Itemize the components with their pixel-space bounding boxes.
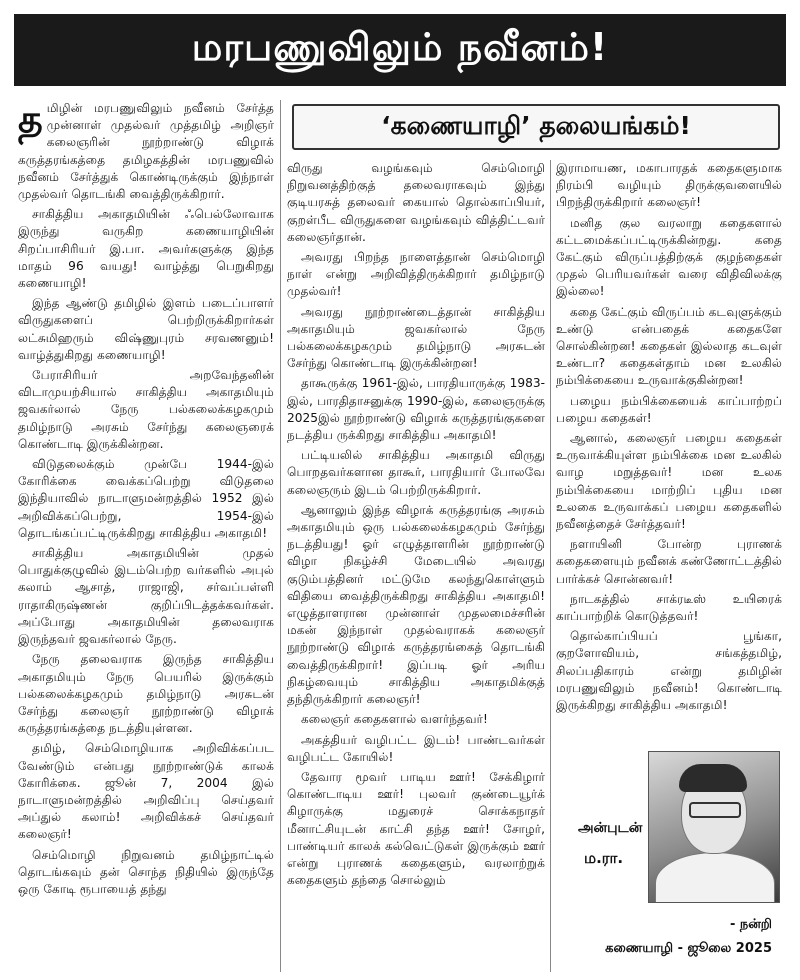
paragraph: இராமாயண, மகாபாரதக் கதைகளுமாக நிரம்பி வழியும் திருக்குவளையில் பிறந்திருக்கிறார் கலைஞர்! bbox=[556, 161, 782, 210]
portrait-shirt bbox=[655, 852, 775, 903]
drop-cap: த bbox=[18, 100, 43, 141]
portrait-glasses bbox=[689, 802, 741, 818]
section-headline bbox=[292, 104, 780, 150]
author-name: ம.ரா. bbox=[584, 849, 624, 867]
paragraph: செம்மொழி நிறுவனம் தமிழ்நாட்டில் தொடங்கவும் தன் சொந்த நிதியில் இருந்தே ஒரு கோடி ரூபாயைத் தந்து bbox=[18, 847, 274, 896]
paragraph: மனித குல வரலாறு கதைகளால் கட்டமைக்கப்பட்டிருக்கின்றது. கதை கேட்கும் விருப்பத்திற்குக் குழந்தைகள் முதல் பெரியவர்கள் வரை விதிவிலக்கு இல்லை! bbox=[556, 215, 782, 299]
paragraph: தொல்காப்பியப் பூங்கா, குறளோவியம், சங்கத்தமிழ், சிலப்பதிகாரம் என்று தமிழின் மரபணுவிலும் நவீனம்! கொண்டாடி இருக்கிறது சாகித்திய அகாதமி! bbox=[556, 629, 782, 713]
section-headline-text: ‘கணையாழி’ தலையங்கம்! bbox=[381, 110, 691, 140]
paragraph: அகத்தியர் வழிபட்ட இடம்! பாண்டவர்கள் வழிபட்ட கோயில்! bbox=[287, 732, 545, 764]
page-title-banner bbox=[14, 14, 786, 86]
paragraph: விடுதலைக்கும் முன்பே 1944-இல் கோரிக்கை வைக்கப்பெற்று விடுதலை இந்தியாவில் நாடாளுமன்றத்தில் 1952 இல் அறிவிக்கப்பெற்று, 1954-இல் தொடங்கப்பட்டிருக்கிறது சாகித்திய அகாதமி! bbox=[18, 457, 274, 540]
article-column-3 bbox=[556, 160, 782, 740]
thanks-label: - நன்றி bbox=[729, 917, 772, 932]
paragraph: சாகித்திய அகாதமியின் முதல் பொதுக்குழுவில் இடம்பெற்ற வர்களில் அபுல் கலாம் ஆசாத், ராஜாஜி, சர்வப்பள்ளி ராதாகிருஷ்ணன் குறிப்பிடத்தக்கவர்கள். அப்போது அகாதமியின் தலைவராக இருந்தவர் ஜவகர்லால் நேரு. bbox=[18, 546, 274, 647]
paragraph: விருது வழங்கவும் செம்மொழி நிறுவனத்திற்குத் தலைவராகவும் இந்து குடியரசுத் தலைவர் கையால் தொல்காப்பியர், குறள்பீட விருதுகளை வழங்கவும் வித்திட்டவர் கலைஞர்தான். bbox=[287, 161, 545, 244]
signature-block bbox=[556, 745, 782, 975]
signature-greeting: அன்புடன் bbox=[578, 820, 643, 836]
paragraph: பேராசிரியர் அறவேந்தனின் விடாமுயற்சியால் சாகித்திய அகாதமியும் ஜவகர்லால் நேரு பல்கலைக்கழகமும் தமிழ்நாடு அரசும் சேர்ந்து கலைஞரைக் கொண்டாடி இருக்கின்றன. bbox=[18, 368, 274, 451]
paragraph-text: மிழின் மரபணுவிலும் நவீனம் சேர்த்த முன்னாள் முதல்வர் முத்தமிழ் அறிஞர் கலைஞரின் நூற்றாண்டு விழாக் கருத்தரங்கத்தை தமிழகத்தின் மரபணுவில் நவீனம் சேர்த்துக் கொண்டிருக்கும் இந்நாள் முதல்வர் தொடங்கி வைத்திருக்கிறார். bbox=[18, 101, 274, 202]
paragraph: பழைய நம்பிக்கையைக் காப்பாற்றப் பழைய கதைகள்! bbox=[556, 393, 782, 425]
paragraph: ஆனாலும் இந்த விழாக் கருத்தரங்கு அரசும் அகாதமியும் ஒரு பல்கலைக்கழகமும் சேர்ந்து நடத்தியது! ஓர் எழுத்தாளரின் நூற்றாண்டு விழா நிகழ்ச்சி மேடையில் அவரது குடும்பத்தினர் மட்டுமே கலந்துகொள்ளும் விதியை வைத்திருக்கிறது சாகித்திய அகாதமி! எழுத்தாளரான முன்னாள் முதலமைச்சரின் மகன் இந்நாள் முதல்வராகக் கலைஞர் நூற்றாண்டு விழாக் கருத்தரங்கைத் தொடங்கி வைத்திருக்கிறார்! இப்படி ஓர் அரிய நிகழ்வையும் சாகித்திய அகாதமிக்குத் தந்திருக்கிறார் கலைஞர்! bbox=[287, 502, 545, 707]
paragraph: தேவார மூவர் பாடிய ஊர்! சேக்கிழார் கொண்டாடிய ஊர்! புலவர் குண்டையூர்க் கிழாருக்கு மதுரைச் சொக்கநாதர் மீனாட்சியுடன் காட்சி தந்த ஊர்! சோழர், பாண்டியர் காலக் கல்வெட்டுகள் இருக்கும் ஊர் என்று புராணக் கதைகளும், வரலாற்றுக் கதைகளும் தந்தை சொல்லும் bbox=[287, 769, 545, 888]
portrait-hair bbox=[679, 764, 747, 792]
paragraph: இந்த ஆண்டு தமிழில் இளம் படைப்பாளர் விருதுகளைப் பெற்றிருக்கிறார்கள் லட்சுமிஹரும் விஷ்ணுபுரம் சரவணனும்! வாழ்த்துகிறது கணையாழி! bbox=[18, 296, 274, 362]
paragraph: அவரது நூற்றாண்டைத்தான் சாகித்திய அகாதமியும் ஜவகர்லால் நேரு பல்கலைக்கழகமும் தமிழ்நாடு அரசுடன் சேர்ந்து கொண்டாடி இருக்கின்றன! bbox=[287, 304, 545, 371]
paragraph: அவரது பிறந்த நாளைத்தான் செம்மொழி நாள் என்று அறிவித்திருக்கிறார் தமிழ்நாடு முதல்வர்! bbox=[287, 250, 545, 299]
source-credit: கணையாழி - ஜூலை 2025 bbox=[605, 941, 772, 956]
paragraph: ஆனால், கலைஞர் பழைய கதைகள் உருவாக்கியுள்ள நம்பிக்கை மன உலகில் வாழ மறுத்தவர்! மன உலக நம்பிக்கையை மாற்றிப் புதிய மன உலகை உருவாக்கப் பழைய கதைகளில் நவீனத்தைச் சேர்த்தவர்! bbox=[556, 431, 782, 532]
paragraph: கலைஞர் கதைகளால் வளர்ந்தவர்! bbox=[301, 712, 488, 727]
paragraph: நளாயினி போன்ற புராணக் கதைகளையும் நவீனக் கண்ணோட்டத்தில் பார்க்கச் சொன்னவர்! bbox=[556, 537, 782, 586]
author-portrait bbox=[648, 751, 780, 903]
paragraph: தமிழ், செம்மொழியாக அறிவிக்கப்பட வேண்டும் என்பது நூற்றாண்டுக் காலக் கோரிக்கை. ஜூன் 7, 2004 இல் நாடாளுமன்றத்தில் அறிவிப்பு செய்தவர் அப்துல் கலாம்! அறிவிக்கச் செய்தவர் கலைஞர்! bbox=[18, 741, 274, 842]
paragraph: நேரு தலைவராக இருந்த சாகித்திய அகாதமியும் நேரு பெயரில் இருக்கும் பல்கலைக்கழகமும் தமிழ்நாடு அரசுடன் சேர்ந்து கலைஞர் நூற்றாண்டு விழாக் கருத்தரங்கத்தை நடத்தியுள்ளன. bbox=[18, 652, 274, 736]
column-divider-1 bbox=[280, 100, 281, 972]
column-divider-2 bbox=[550, 160, 551, 972]
paragraph: நாடகத்தில் சாக்ரடீஸ் உயிரைக் காப்பாற்றிக் கொடுத்தவர்! bbox=[556, 591, 782, 624]
paragraph: சாகித்திய அகாதமியின் ஃபெல்லோவாக இருந்து வருகிற கணையாழியின் சிறப்பாசிரியர் இ.பா. அவர்களுக்கு இந்த மாதம் 96 வயது! வாழ்த்து பெறுகிறது கணையாழி! bbox=[18, 207, 274, 291]
paragraph: தாகூருக்கு 1961-இல், பாரதியாருக்கு 1983-இல், பாரதிதாசனுக்கு 1990-இல், கலைஞருக்கு 2025இல் நூற்றாண்டு விழாக் கருத்தரங்குகளை நடத்திய ருக்கிறது சாகித்திய அகாதமி! bbox=[287, 376, 545, 443]
paragraph: பட்டியலில் சாகித்திய அகாதமி விருது பொறதவர்களான தாகூர், பாரதியார் போலவே கலைஞரும் இடம் பெற்றிருக்கிறார். bbox=[287, 448, 545, 497]
article-column-1 bbox=[18, 100, 274, 974]
paragraph bbox=[18, 100, 274, 203]
page-title: மரபணுவிலும் நவீனம்! bbox=[191, 25, 609, 69]
article-column-2 bbox=[287, 160, 545, 974]
paragraph: கதை கேட்கும் விருப்பம் கடவுளுக்கும் உண்டு என்பதைக் கதைகளே சொல்கின்றன! கதைகள் இல்லாத கடவுள் உண்டா? கதைகள்தாம் மன உலகில் நம்பிக்கையை உருவாக்குகின்றன! bbox=[556, 304, 782, 388]
